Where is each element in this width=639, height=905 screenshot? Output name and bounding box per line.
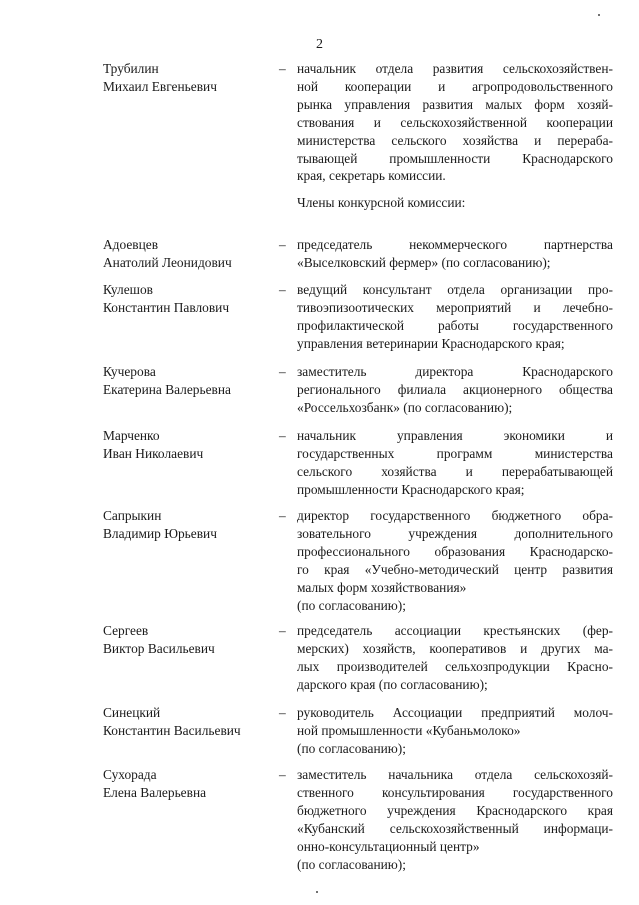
person-name — [103, 704, 273, 740]
description-line: «Выселковский фермер» (по согласованию); — [297, 254, 551, 270]
description-line: заместитель директора Краснодарского — [297, 364, 613, 379]
dash-separator: – — [279, 623, 286, 638]
description-line: председатель ассоциации крестьянских (фер- — [297, 623, 613, 638]
description-line: «Россельхозбанк» (по согласованию); — [297, 399, 513, 415]
description-line: бюджетного учреждения Краснодарского края — [297, 802, 613, 818]
person-name — [103, 427, 273, 463]
position-description — [297, 281, 613, 353]
person-name — [103, 236, 273, 272]
description-line: тивоэпизоотических мероприятий и лечебно- — [297, 299, 613, 315]
position-description — [297, 236, 613, 272]
description-line: ной промышленности «Кубаньмолоко» — [297, 722, 521, 738]
person-surname: Сапрыкин — [103, 508, 162, 523]
description-line: мерских) хозяйств, кооперативов и других ма- — [297, 640, 613, 656]
description-line: директор государственного бюджетного обра- — [297, 508, 613, 523]
description-line: зовательного учреждения дополнительного — [297, 525, 613, 541]
dash-separator: – — [279, 705, 286, 720]
person-given-names: Виктор Васильевич — [103, 640, 215, 656]
description-line: ведущий консультант отдела организации про- — [297, 282, 613, 297]
position-description — [297, 363, 613, 417]
description-line: профессионального образования Краснодарско- — [297, 543, 613, 559]
person-given-names: Константин Васильевич — [103, 722, 241, 738]
position-description — [297, 507, 613, 614]
description-line: ственного консультирования государственного — [297, 784, 613, 800]
person-surname: Кучерова — [103, 364, 156, 379]
description-line: края, секретарь комиссии. — [297, 168, 446, 184]
description-line: дарского края (по согласованию); — [297, 676, 488, 692]
person-surname: Адоевцев — [103, 237, 159, 252]
description-line: промышленности Краснодарского края; — [297, 481, 525, 497]
person-name — [103, 363, 273, 399]
person-given-names: Константин Павлович — [103, 299, 230, 315]
description-line: (по согласованию); — [297, 856, 406, 872]
person-surname: Синецкий — [103, 705, 161, 720]
position-description — [297, 766, 613, 873]
members-heading: Члены конкурсной комиссии: — [297, 195, 466, 210]
dash-separator: – — [279, 282, 286, 297]
person-given-names: Владимир Юрьевич — [103, 525, 217, 541]
dash-separator: – — [279, 767, 286, 782]
description-line: управления ветеринарии Краснодарского края; — [297, 335, 565, 351]
description-line: начальник управления экономики и — [297, 428, 613, 443]
page-number: 2 — [316, 37, 323, 52]
description-line: «Кубанский сельскохозяйственный информаци- — [297, 820, 613, 836]
description-line: (по согласованию); — [297, 597, 406, 613]
description-line: лых производителей сельхозпродукции Красно- — [297, 658, 613, 674]
description-line: ной кооперации и агропродовольственного — [297, 78, 613, 94]
description-line: рынка управления развития малых форм хозяй- — [297, 96, 613, 112]
person-given-names: Елена Валерьевна — [103, 784, 207, 800]
description-line: малых форм хозяйствования» — [297, 579, 467, 595]
description-line: тывающей промышленности Краснодарского — [297, 150, 613, 166]
description-line: онно-консультационный центр» — [297, 838, 480, 854]
description-line: начальник отдела развития сельскохозяйствен- — [297, 61, 613, 76]
person-name — [103, 622, 273, 658]
person-surname: Марченко — [103, 428, 160, 443]
person-given-names: Екатерина Валерьевна — [103, 381, 231, 397]
description-line: государственных программ министерства — [297, 445, 613, 461]
dash-separator: – — [279, 508, 286, 523]
description-line: (по согласованию); — [297, 740, 406, 756]
position-description — [297, 60, 613, 185]
dash-separator: – — [279, 364, 286, 379]
scan-speck — [598, 14, 600, 16]
description-line: профилактической работы государственного — [297, 317, 613, 333]
description-line: министерства сельского хозяйства и перераба- — [297, 132, 613, 148]
description-line: го края «Учебно-методический центр развития — [297, 561, 613, 577]
position-description — [297, 622, 613, 694]
description-line: ствования и сельскохозяйственной кооперации — [297, 114, 613, 130]
description-line: председатель некоммерческого партнерства — [297, 237, 613, 252]
person-name — [103, 281, 273, 317]
description-line: заместитель начальника отдела сельскохозяй- — [297, 767, 613, 782]
position-description — [297, 704, 613, 758]
dash-separator: – — [279, 61, 286, 76]
dash-separator: – — [279, 237, 286, 252]
person-surname: Сергеев — [103, 623, 149, 638]
person-given-names: Анатолий Леонидович — [103, 254, 232, 270]
person-name — [103, 60, 273, 96]
person-given-names: Михаил Евгеньевич — [103, 78, 217, 94]
description-line: руководитель Ассоциации предприятий молоч- — [297, 705, 613, 720]
position-description — [297, 427, 613, 499]
description-line: регионального филиала акционерного общества — [297, 381, 613, 397]
person-surname: Сухорада — [103, 767, 157, 782]
person-given-names: Иван Николаевич — [103, 445, 204, 461]
person-surname: Кулешов — [103, 282, 153, 297]
description-line: сельского хозяйства и перерабатывающей — [297, 463, 613, 479]
person-name — [103, 507, 273, 543]
dash-separator: – — [279, 428, 286, 443]
person-name — [103, 766, 273, 802]
scan-speck — [316, 891, 318, 893]
person-surname: Трубилин — [103, 61, 159, 76]
